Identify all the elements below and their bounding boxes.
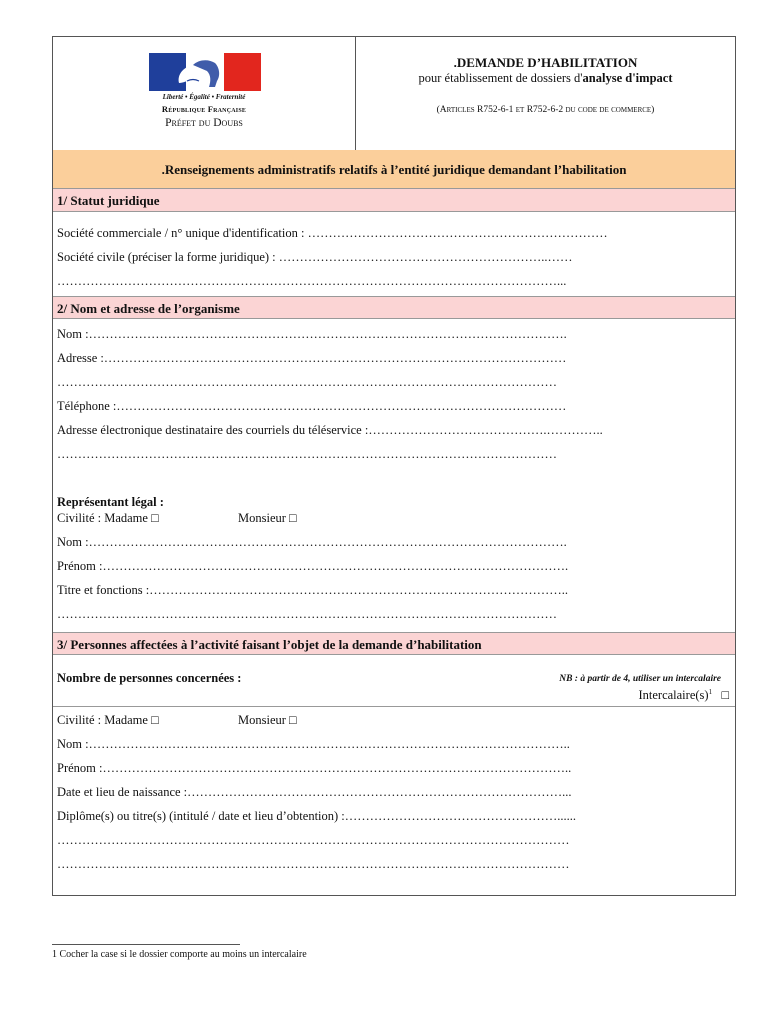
habilitation-form <box>52 36 736 896</box>
rep-name-field[interactable]: Nom :……………………………………………………………………………………………………. <box>57 535 567 549</box>
person-civility-madame-checkbox[interactable]: Civilité : Madame □ <box>57 713 159 727</box>
intercalaire-note: NB : à partir de 4, utiliser un intercalaire <box>559 674 721 684</box>
rep-civility-madame-checkbox[interactable]: Civilité : Madame □ <box>57 511 159 525</box>
form-title: .DEMANDE D’HABILITATION <box>453 55 638 70</box>
legal-status-extra-field[interactable]: …………………………………………………………………………………………………………... <box>57 274 567 288</box>
person-civility-monsieur-checkbox[interactable]: Monsieur □ <box>238 713 297 727</box>
person-diploma-line2-field[interactable]: …………………………………………………………………………………………………………… <box>57 833 570 847</box>
person-firstname-field[interactable]: Prénom :………………………………………………………………………………………………….. <box>57 761 572 775</box>
org-address-line2-field[interactable]: ………………………………………………………………………………………………………… <box>57 375 557 389</box>
prefecture-logo-block <box>53 37 356 150</box>
rep-civility-monsieur-checkbox[interactable]: Monsieur □ <box>238 511 297 525</box>
org-email-field[interactable]: Adresse électronique destinataire des courriels du téléservice :…………………………………….………….. <box>57 423 603 437</box>
marianne-profile-icon <box>149 53 261 91</box>
rep-extra-field[interactable]: ………………………………………………………………………………………………………… <box>57 607 557 621</box>
form-title-block <box>356 37 735 150</box>
person-name-field[interactable]: Nom :…………………………………………………………………………………………………….. <box>57 737 570 751</box>
org-phone-field[interactable]: Téléphone :……………………………………………………………………………………………… <box>57 399 567 413</box>
footnote-rule <box>52 944 240 945</box>
section-3-divider <box>53 706 735 707</box>
person-count-label: Nombre de personnes concernées : <box>57 671 242 685</box>
legal-articles: (Articles R752-6-1 et R752-6-2 du code de commerce) <box>436 105 655 115</box>
person-birth-field[interactable]: Date et lieu de naissance :………………………………………………………………………………... <box>57 785 572 799</box>
person-diploma-field[interactable]: Diplôme(s) ou titre(s) (intitulé / date et lieu d’obtention) :……………………………………………...... <box>57 809 577 823</box>
legal-rep-heading: Représentant légal : <box>57 495 164 509</box>
person-diploma-line3-field[interactable]: …………………………………………………………………………………………………………… <box>57 857 570 871</box>
form-subtitle: pour établissement de dossiers d'analyse d'impact <box>418 71 673 85</box>
rep-firstname-field[interactable]: Prénom :…………………………………………………………………………………………………. <box>57 559 569 573</box>
company-id-field[interactable]: Société commerciale / n° unique d'identification : ……………………………………………………………… <box>57 226 608 240</box>
footnote: 1 Cocher la case si le dossier comporte au moins un intercalaire <box>52 949 307 960</box>
civil-company-field[interactable]: Société civile (préciser la forme juridique) : ………………………………………………………..…… <box>57 250 573 264</box>
rep-title-field[interactable]: Titre et fonctions :……………………………………………………………………………………….. <box>57 583 568 597</box>
intercalaire-checkbox[interactable]: $Intercalaire(s)^1$ □ <box>638 688 729 703</box>
org-address-field[interactable]: Adresse :………………………………………………………………………………………………… <box>57 351 567 365</box>
republic-motto: Liberté • Égalité • Fraternité <box>162 93 246 101</box>
section-3-heading: 3/ Personnes affectées à l’activité faisant l’objet de la demande d’habilitation <box>53 632 735 655</box>
republic-flag-logo <box>149 53 261 91</box>
org-name-field[interactable]: Nom :……………………………………………………………………………………………………. <box>57 327 567 341</box>
org-email-line2-field[interactable]: ………………………………………………………………………………………………………… <box>57 447 557 461</box>
form-header <box>53 37 735 151</box>
republic-name: République Française <box>161 104 247 114</box>
section-2-heading: 2/ Nom et adresse de l’organisme <box>53 296 735 319</box>
prefect-name: Préfet du Doubs <box>165 117 243 129</box>
main-section-heading: .Renseignements administratifs relatifs à l’entité juridique demandant l’habilitation <box>53 150 735 189</box>
section-1-heading: 1/ Statut juridique <box>53 189 735 212</box>
